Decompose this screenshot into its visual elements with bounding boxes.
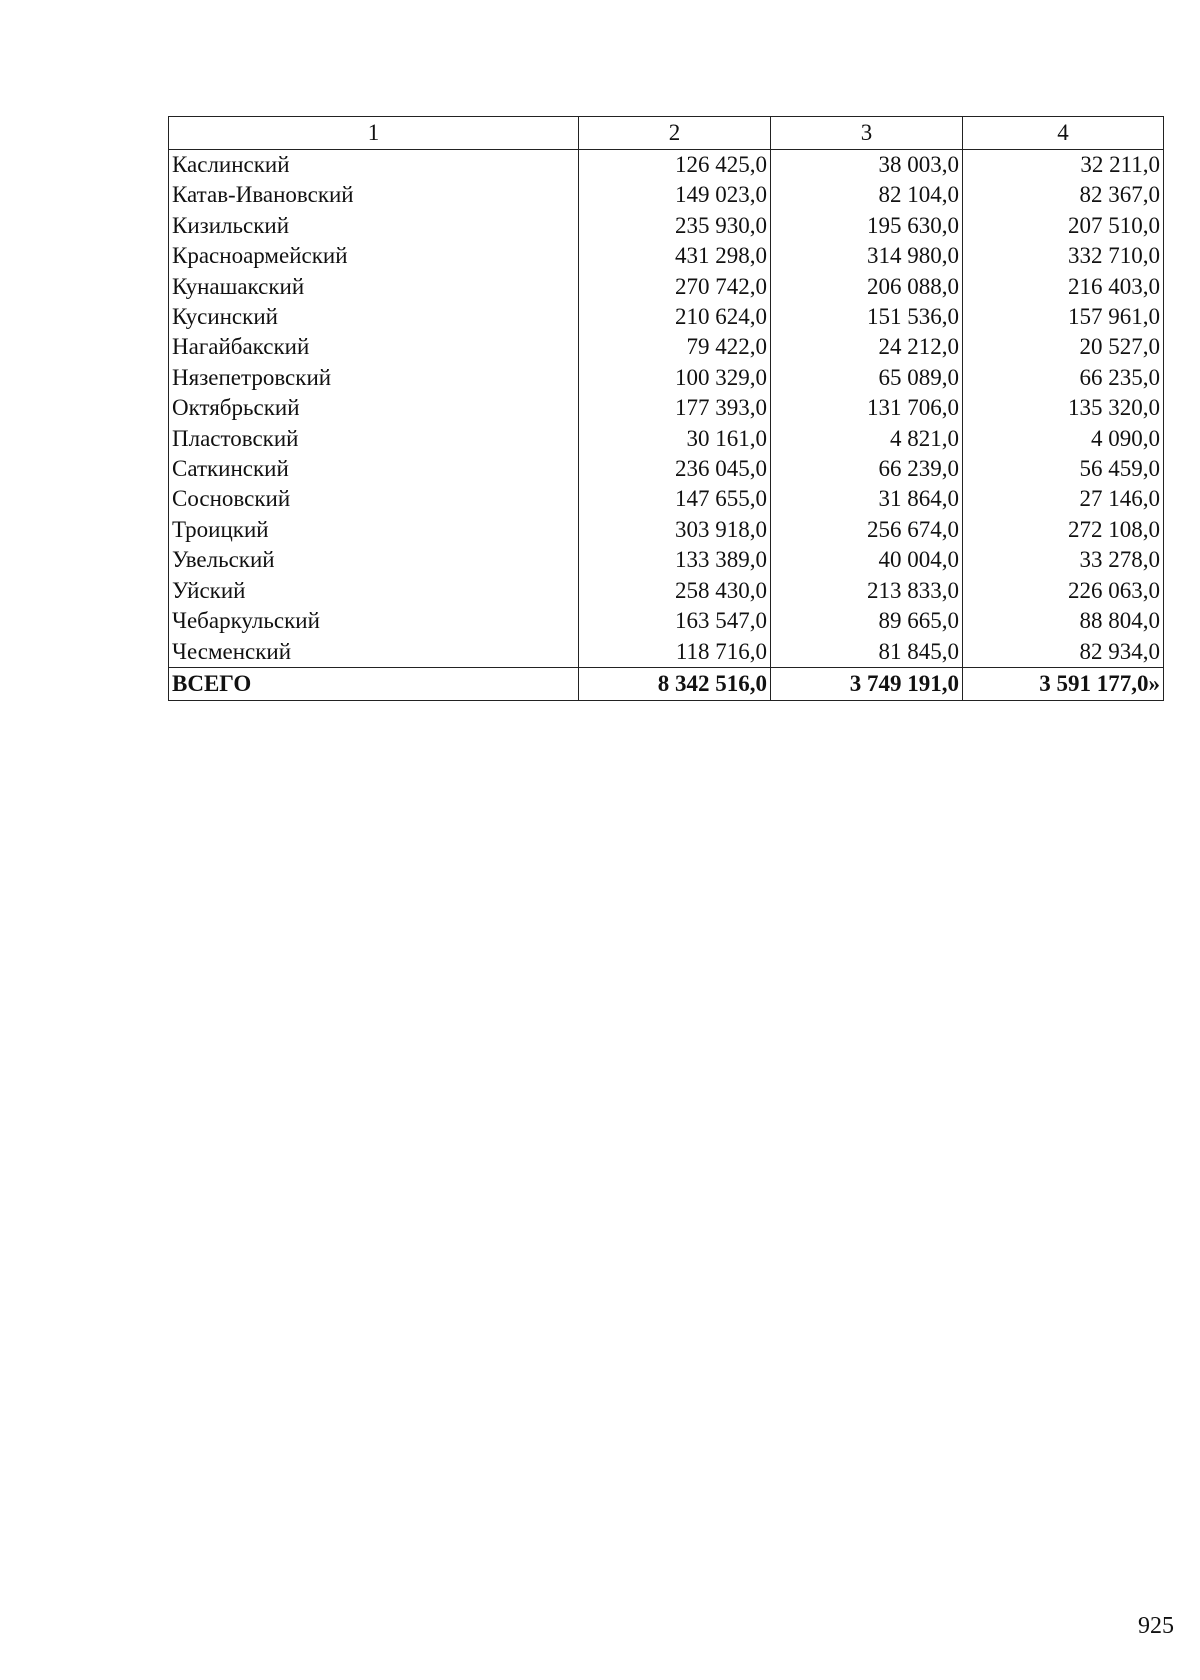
value-cell-col-4: 33 278,0 <box>963 545 1164 575</box>
value-cell-col-2: 303 918,0 <box>579 515 771 545</box>
value-cell-col-2: 236 045,0 <box>579 454 771 484</box>
table-row <box>169 545 1164 575</box>
table-row <box>169 332 1164 362</box>
table-row <box>169 302 1164 332</box>
value-cell-col-3: 81 845,0 <box>771 637 963 668</box>
value-cell-col-3: 89 665,0 <box>771 606 963 636</box>
data-table <box>168 116 1164 701</box>
table-row <box>169 363 1164 393</box>
table-row <box>169 424 1164 454</box>
district-name-cell: Пластовский <box>169 424 579 454</box>
table-row <box>169 454 1164 484</box>
district-name-cell: Октябрьский <box>169 393 579 423</box>
total-col-3: 3 749 191,0 <box>771 667 963 700</box>
value-cell-col-4: 216 403,0 <box>963 272 1164 302</box>
column-header-4: 4 <box>963 117 1164 150</box>
table-header-row <box>169 117 1164 150</box>
value-cell-col-3: 24 212,0 <box>771 332 963 362</box>
value-cell-col-4: 226 063,0 <box>963 576 1164 606</box>
value-cell-col-4: 82 934,0 <box>963 637 1164 668</box>
value-cell-col-2: 133 389,0 <box>579 545 771 575</box>
district-name-cell: Нагайбакский <box>169 332 579 362</box>
table-row <box>169 211 1164 241</box>
page-number: 925 <box>1138 1613 1174 1639</box>
table-row <box>169 576 1164 606</box>
table-row <box>169 637 1164 668</box>
table-total-row <box>169 667 1164 700</box>
district-name-cell: Троицкий <box>169 515 579 545</box>
value-cell-col-2: 431 298,0 <box>579 241 771 271</box>
table-body <box>169 150 1164 668</box>
value-cell-col-3: 256 674,0 <box>771 515 963 545</box>
value-cell-col-2: 100 329,0 <box>579 363 771 393</box>
value-cell-col-3: 82 104,0 <box>771 180 963 210</box>
value-cell-col-4: 56 459,0 <box>963 454 1164 484</box>
district-name-cell: Уйский <box>169 576 579 606</box>
table-row <box>169 484 1164 514</box>
value-cell-col-4: 32 211,0 <box>963 150 1164 181</box>
district-name-cell: Сосновский <box>169 484 579 514</box>
value-cell-col-4: 4 090,0 <box>963 424 1164 454</box>
value-cell-col-2: 30 161,0 <box>579 424 771 454</box>
district-name-cell: Кизильский <box>169 211 579 241</box>
column-header-1: 1 <box>169 117 579 150</box>
value-cell-col-4: 88 804,0 <box>963 606 1164 636</box>
value-cell-col-4: 135 320,0 <box>963 393 1164 423</box>
value-cell-col-3: 151 536,0 <box>771 302 963 332</box>
value-cell-col-4: 66 235,0 <box>963 363 1164 393</box>
value-cell-col-3: 213 833,0 <box>771 576 963 606</box>
value-cell-col-3: 4 821,0 <box>771 424 963 454</box>
value-cell-col-4: 157 961,0 <box>963 302 1164 332</box>
value-cell-col-4: 272 108,0 <box>963 515 1164 545</box>
district-name-cell: Чесменский <box>169 637 579 668</box>
value-cell-col-3: 65 089,0 <box>771 363 963 393</box>
column-header-3: 3 <box>771 117 963 150</box>
table-row <box>169 272 1164 302</box>
value-cell-col-2: 163 547,0 <box>579 606 771 636</box>
district-name-cell: Кусинский <box>169 302 579 332</box>
value-cell-col-2: 149 023,0 <box>579 180 771 210</box>
district-name-cell: Нязепетровский <box>169 363 579 393</box>
table-row <box>169 180 1164 210</box>
value-cell-col-3: 206 088,0 <box>771 272 963 302</box>
district-name-cell: Увельский <box>169 545 579 575</box>
district-name-cell: Красноармейский <box>169 241 579 271</box>
total-col-2: 8 342 516,0 <box>579 667 771 700</box>
total-label: ВСЕГО <box>169 667 579 700</box>
value-cell-col-2: 177 393,0 <box>579 393 771 423</box>
value-cell-col-4: 207 510,0 <box>963 211 1164 241</box>
district-name-cell: Кунашакский <box>169 272 579 302</box>
value-cell-col-2: 126 425,0 <box>579 150 771 181</box>
value-cell-col-2: 79 422,0 <box>579 332 771 362</box>
value-cell-col-3: 31 864,0 <box>771 484 963 514</box>
value-cell-col-3: 131 706,0 <box>771 393 963 423</box>
value-cell-col-4: 332 710,0 <box>963 241 1164 271</box>
value-cell-col-2: 258 430,0 <box>579 576 771 606</box>
value-cell-col-3: 195 630,0 <box>771 211 963 241</box>
value-cell-col-4: 82 367,0 <box>963 180 1164 210</box>
column-header-2: 2 <box>579 117 771 150</box>
value-cell-col-2: 270 742,0 <box>579 272 771 302</box>
table-row <box>169 241 1164 271</box>
district-name-cell: Каслинский <box>169 150 579 181</box>
table-row <box>169 393 1164 423</box>
value-cell-col-4: 20 527,0 <box>963 332 1164 362</box>
value-cell-col-3: 38 003,0 <box>771 150 963 181</box>
value-cell-col-2: 235 930,0 <box>579 211 771 241</box>
value-cell-col-3: 40 004,0 <box>771 545 963 575</box>
value-cell-col-2: 118 716,0 <box>579 637 771 668</box>
table-row <box>169 515 1164 545</box>
value-cell-col-3: 314 980,0 <box>771 241 963 271</box>
total-col-4: 3 591 177,0» <box>963 667 1164 700</box>
district-name-cell: Чебаркульский <box>169 606 579 636</box>
table-row <box>169 606 1164 636</box>
table-row <box>169 150 1164 181</box>
district-name-cell: Саткинский <box>169 454 579 484</box>
value-cell-col-2: 147 655,0 <box>579 484 771 514</box>
value-cell-col-3: 66 239,0 <box>771 454 963 484</box>
value-cell-col-4: 27 146,0 <box>963 484 1164 514</box>
district-name-cell: Катав-Ивановский <box>169 180 579 210</box>
value-cell-col-2: 210 624,0 <box>579 302 771 332</box>
